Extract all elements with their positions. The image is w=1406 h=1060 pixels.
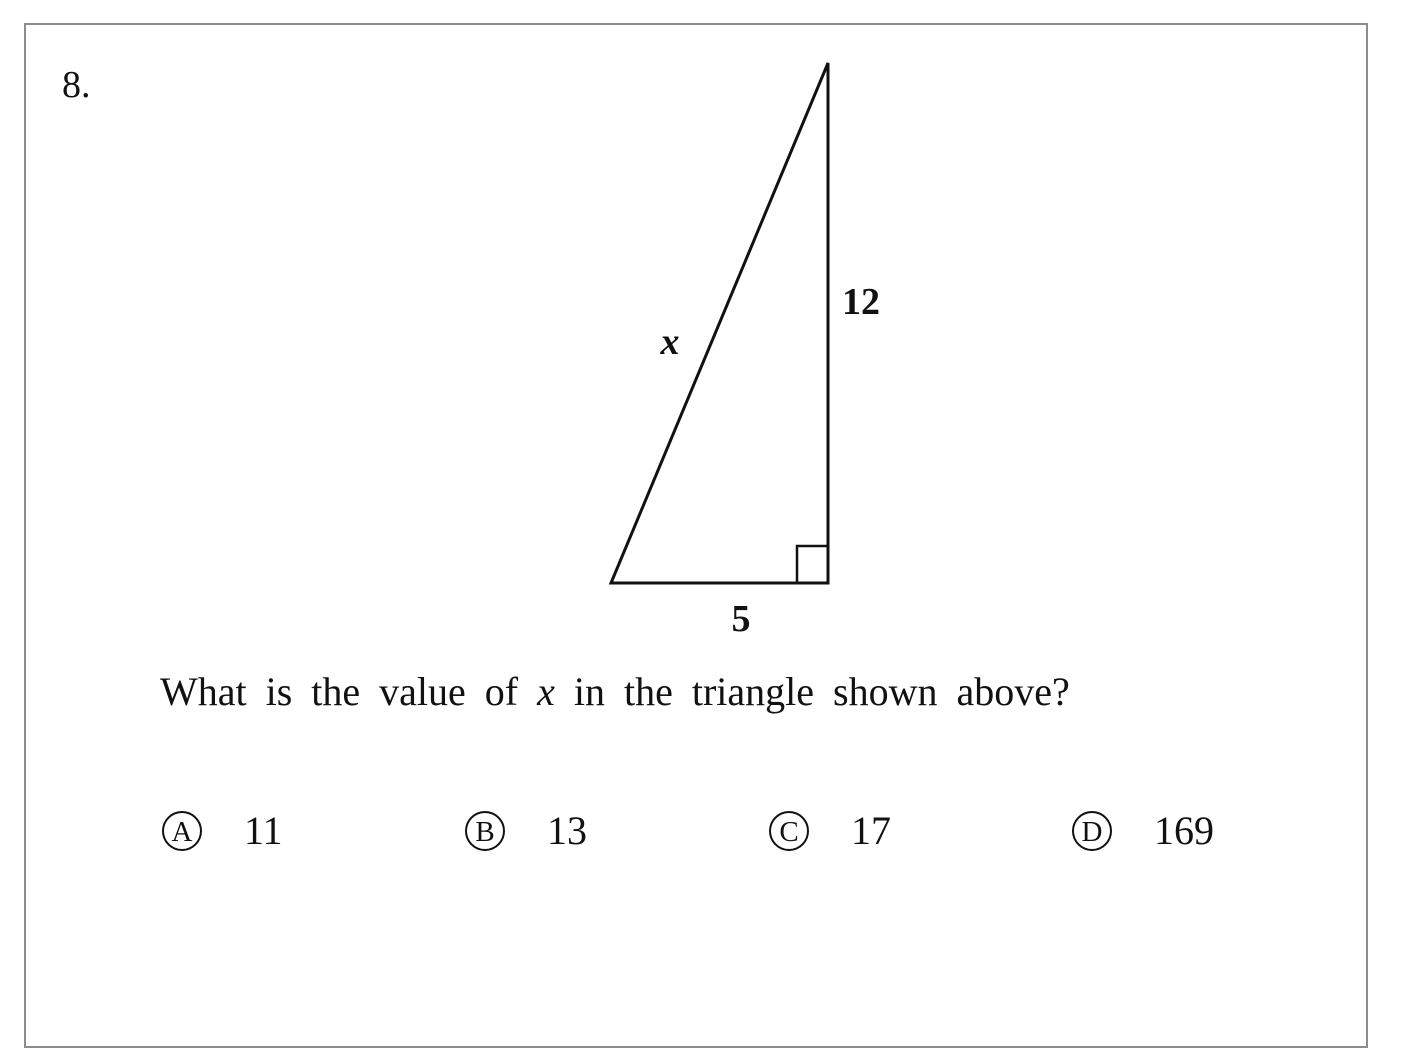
choice-d-bubble[interactable]: D bbox=[1072, 811, 1112, 851]
vertical-leg-label: 12 bbox=[842, 281, 880, 323]
question-text-after: in the triangle shown above? bbox=[573, 669, 1070, 714]
triangle-outline bbox=[611, 63, 828, 583]
base-label: 5 bbox=[731, 598, 751, 640]
answer-choice-a[interactable] bbox=[162, 806, 283, 856]
choice-c-value: 17 bbox=[851, 808, 891, 853]
choice-d-value: 169 bbox=[1154, 808, 1214, 853]
question-text-before: What is the value of bbox=[160, 669, 519, 714]
hypotenuse-label: x bbox=[660, 321, 680, 363]
question-variable: x bbox=[537, 669, 555, 714]
answer-choice-b[interactable] bbox=[465, 806, 587, 856]
choice-a-bubble[interactable]: A bbox=[162, 811, 202, 851]
question-prompt bbox=[160, 668, 1070, 716]
choice-a-value: 11 bbox=[244, 808, 283, 853]
choice-c-bubble[interactable]: C bbox=[769, 811, 809, 851]
answer-choice-d[interactable] bbox=[1072, 806, 1214, 856]
question-number: 8. bbox=[62, 64, 91, 106]
right-triangle-diagram bbox=[560, 40, 940, 650]
answer-choice-c[interactable] bbox=[769, 806, 891, 856]
choice-b-bubble[interactable]: B bbox=[465, 811, 505, 851]
choice-b-value: 13 bbox=[547, 808, 587, 853]
right-angle-marker bbox=[797, 546, 828, 583]
